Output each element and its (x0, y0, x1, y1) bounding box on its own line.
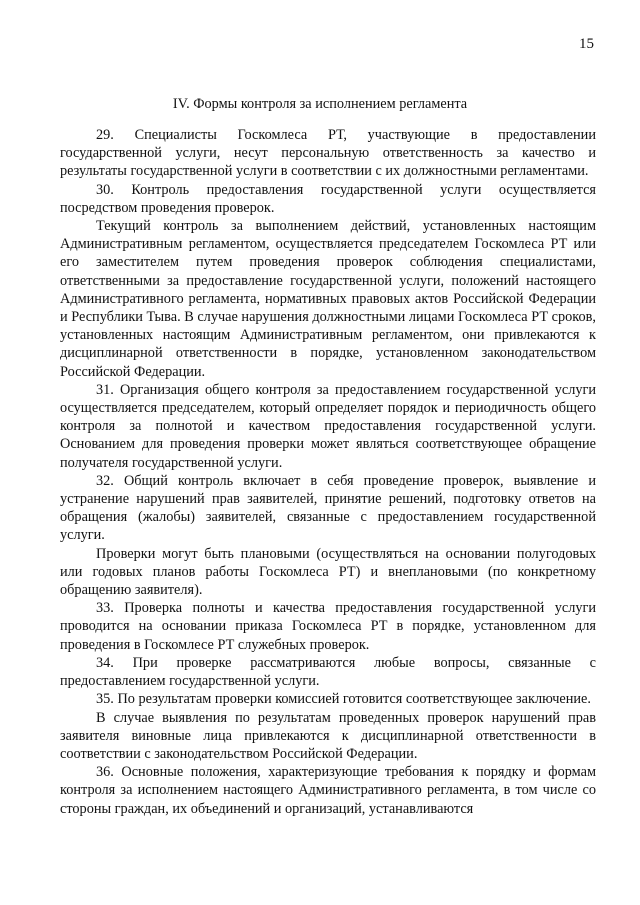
paragraph-31: 31. Организация общего контроля за предоставлением государственной услуги осуществляется председателем, который определяет порядок и периодичность общего контроля за полнотой и качеством предоставления государственной услуги. Основанием для проведения проверки может являться соответствующее обращение получателя государственной услуги. (60, 381, 596, 471)
page-number: 15 (579, 36, 594, 52)
paragraph-33: 33. Проверка полноты и качества предоставления государственной услуги проводится на основании приказа Госкомлеса РТ в порядке, установленном для проведения в Госкомлесе РТ служебных проверок. (60, 600, 596, 653)
paragraph-current-control: Текущий контроль за выполнением действий, установленных настоящим Административным регламентом, осуществляется председателем Госкомлеса РТ или его заместителем путем проведения проверок соблюдения специалистами, ответственными за предоставление государственной услуги, положений настоящего Административного регламента, нормативных правовых актов Российской Федерации и Республики Тыва. В случае нарушения должностными лицами Госкомлеса РТ сроков, установленных настоящим Административным регламентом, они привлекаются к дисциплинарной ответственности в порядке, установленном законодательством Российской Федерации. (60, 218, 596, 380)
section-title: IV. Формы контроля за исполнением регламента (172, 96, 468, 112)
document-body (60, 126, 596, 818)
paragraph-35: 35. По результатам проверки комиссией готовится соответствующее заключение. (96, 691, 591, 708)
paragraph-36: 36. Основные положения, характеризующие требования к порядку и формам контроля за исполнением настоящего Административного регламента, в том числе со стороны граждан, их объединений и организаций, устанавливаются (60, 764, 596, 817)
paragraph-30: 30. Контроль предоставления государственной услуги осуществляется посредством проведения проверок. (60, 181, 596, 216)
paragraph-32: 32. Общий контроль включает в себя проведение проверок, выявление и устранение нарушений прав заявителей, принятие решений, подготовку ответов на обращения (жалобы) заявителей, связанные с предоставлением государственной услуги. (60, 472, 596, 544)
paragraph-34: 34. При проверке рассматриваются любые вопросы, связанные с предоставлением государственной услуги. (60, 654, 596, 690)
paragraph-violations: В случае выявления по результатам проведенных проверок нарушений прав заявителя виновные лица привлекаются к дисциплинарной ответственности в соответствии с законодательством Российской Федерации. (60, 709, 596, 762)
paragraph-29: 29. Специалисты Госкомлеса РТ, участвующие в предоставлении государственной услуги, несут персональную ответственность за качество и результаты государственной услуги в соответствии с их должностными регламентами. (60, 127, 596, 180)
paragraph-checks: Проверки могут быть плановыми (осуществляться на основании полугодовых или годовых планов работы Госкомлеса РТ) и внеплановыми (по конкретному обращению заявителя). (60, 545, 596, 599)
